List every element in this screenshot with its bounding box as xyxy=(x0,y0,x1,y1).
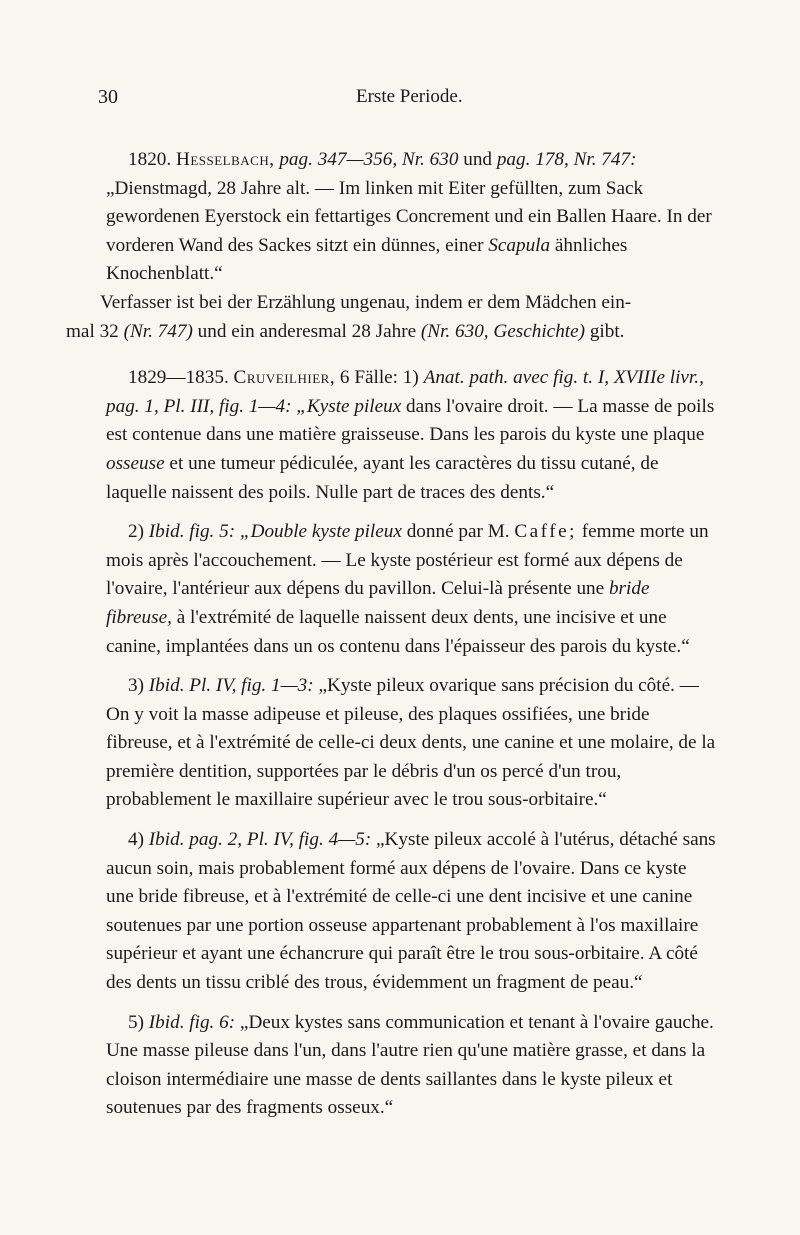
page-number: 30 xyxy=(98,86,118,108)
case-3: 3) Ibid. Pl. IV, fig. 1—3: „Kyste pileux ovarique sans précision du côté. — On y voit la masse adipeuse et pileuse, des plaques ossifiées, une bride fibreuse, et à l'extrémité de celle-ci deux dents, une canine et une molaire, de la première dentition, supportées par le débris d'un os percé d'un trou, probablement le maxillaire supérieur avec le trou sous-orbitaire.“ xyxy=(106,675,716,811)
entry-1820-note: Verfasser ist bei der Erzählung ungenau, indem er dem Mädchen ein- mal 32 (Nr. 747) und ein anderesmal 28 Jahre (Nr. 630, Geschichte) gibt. xyxy=(66,291,632,342)
case-2: 2) Ibid. fig. 5: „Double kyste pileux donné par M. Caffe; femme morte un mois après l'accouchement. — Le kyste postérieur est formé aux dépens de l'ovaire, l'antérieur aux dépens du pavillon. Celui-là présente une bride fibreuse, à l'extrémité de laquelle naissent deux dents, une incisive et une canine, implantées dans un os contenu dans l'épaisseur des parois du kyste.“ xyxy=(106,521,709,657)
entry-1820: 1820. Hesselbach, pag. 347—356, Nr. 630 und pag. 178, Nr. 747: „Dienstmagd, 28 Jahre alt. — Im linken mit Eiter gefüllten, zum Sack gewordenen Eyerstock ein fettartiges Concrement und ein Ballen Haare. In der vorderen Wand des Sackes sitzt ein dünnes, einer Scapula ähnliches Knochenblatt.“ xyxy=(106,149,712,285)
body-text xyxy=(66,146,716,1134)
running-head: Erste Periode. xyxy=(356,86,463,107)
case-4: 4) Ibid. pag. 2, Pl. IV, fig. 4—5: „Kyste pileux accolé à l'utérus, détaché sans aucun soin, mais probablement formé aux dépens de l'ovaire. Dans ce kyste une bride fibreuse, et à l'extrémité de celle-ci une dent incisive et une canine soutenues par une portion osseuse appartenant probablement à l'os maxillaire supérieur et ayant une échancrure qui paraît être le trou sous-orbitaire. A côté des dents un tissu criblé des trous, évidemment un fragment de peau.“ xyxy=(106,829,716,994)
page-header xyxy=(0,86,800,112)
entry-1829: 1829—1835. Cruveilhier, 6 Fälle: 1) Anat. path. avec fig. t. I, XVIIIe livr., pag. 1, Pl. III, fig. 1—4: „Kyste pileux dans l'ovaire droit. — La masse de poils est contenue dans une matière graisseuse. Dans les parois du kyste une plaque osseuse et une tumeur pédiculée, ayant les caractères du tissu cutané, de laquelle naissent des poils. Nulle part de traces des dents.“ xyxy=(106,367,715,503)
case-5: 5) Ibid. fig. 6: „Deux kystes sans communication et tenant à l'ovaire gauche. Une masse pileuse dans l'un, dans l'autre rien qu'une matière grasse, et dans la cloison intermédiaire une masse de dents saillantes dans le kyste pileux et soutenues par des fragments osseux.“ xyxy=(106,1011,714,1119)
